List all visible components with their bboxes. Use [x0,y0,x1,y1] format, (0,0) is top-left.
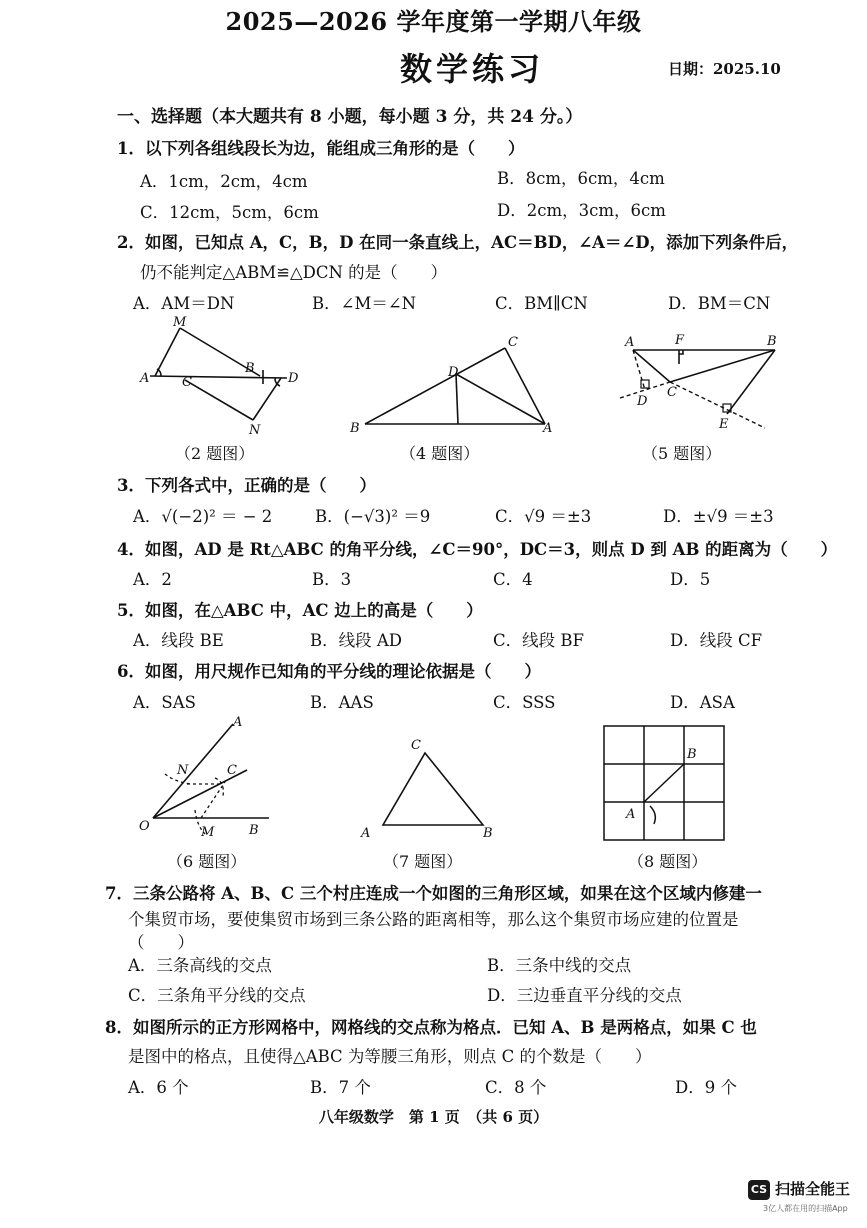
camscanner-name: 扫描全能王 [775,1180,851,1198]
exam-date: 日期：2025.10 [668,60,781,78]
fig4-label-c: C [508,335,518,350]
fig5-caption: （5 题图） [642,444,722,463]
q1-option-a: A．1cm，2cm，4cm [140,172,308,191]
fig4-caption: （4 题图） [400,444,480,463]
q8-option-b: B．7 个 [310,1078,371,1097]
fig5-label-f: F [675,333,685,348]
exam-title: 2025—2026 学年度第一学期八年级 [225,7,642,36]
fig4-label-a: A [543,421,553,436]
fig4-label-b: B [350,421,360,436]
exam-subtitle: 数学练习 [400,50,545,88]
fig6-label-b: B [249,823,259,838]
q7-option-c: C．三条角平分线的交点 [128,986,306,1005]
q4-stem: 4．如图，AD 是 Rt△ABC 的角平分线，∠C＝90°，DC＝3，则点 D 到 AB 的距离为（ ） [117,540,838,559]
figure-q4 [345,330,565,440]
q8-option-a: A．6 个 [128,1078,189,1097]
q4-option-c: C．4 [493,570,533,589]
q7-option-a: A．三条高线的交点 [128,956,272,975]
figure-q5 [615,328,795,438]
q3-option-c: C．√9 ＝±3 [495,507,592,526]
q5-option-b: B．线段 AD [310,631,403,650]
fig8-caption: （8 题图） [628,852,708,871]
fig4-label-d: D [448,365,459,380]
fig5-label-e: E [719,417,729,432]
q4-option-d: D．5 [670,570,711,589]
fig6-caption: （6 题图） [167,852,247,871]
q5-option-d: D．线段 CF [670,631,763,650]
figure-q6 [135,712,285,842]
q6-option-a: A．SAS [133,693,196,712]
q4-option-b: B．3 [312,570,352,589]
q6-option-b: B．AAS [310,693,374,712]
q6-stem: 6．如图，用尺规作已知角的平分线的理论依据是（ ） [117,662,541,681]
fig7-label-b: B [483,826,493,841]
figure-q8 [598,720,733,845]
fig6-label-n: N [177,763,189,778]
q2-stem-line1: 2．如图，已知点 A，C，B，D 在同一条直线上，AC＝BD，∠A＝∠D，添加下列条件后， [117,233,799,252]
q2-option-a: A．AM＝DN [133,294,235,313]
camscanner-logo-icon: CS [748,1180,770,1200]
section-heading: 一、选择题（本大题共有 8 小题，每小题 3 分，共 24 分。） [117,107,583,127]
q6-option-d: D．ASA [670,693,735,712]
q5-option-c: C．线段 BF [493,631,584,650]
fig6-label-m: M [201,825,215,840]
figure-q2 [135,312,315,437]
fig2-label-d: D [288,371,299,386]
fig2-label-m: M [173,315,187,330]
fig5-label-a: A [625,335,635,350]
camscanner-slogan: 3亿人都在用的扫描App [763,1204,848,1213]
fig8-label-b: B [687,747,697,762]
fig7-label-a: A [361,826,371,841]
q1-option-c: C．12cm，5cm，6cm [140,203,319,222]
q8-stem-line1: 8．如图所示的正方形网格中，网格线的交点称为格点．已知 A、B 是两格点，如果 C 也 [105,1018,757,1037]
fig7-caption: （7 题图） [383,852,463,871]
q2-option-b: B．∠M＝∠N [312,294,417,313]
q7-option-b: B．三条中线的交点 [487,956,632,975]
fig5-label-c: C [667,385,677,400]
fig2-label-n: N [249,423,261,437]
q1-option-b: B．8cm，6cm，4cm [497,169,665,188]
q8-stem-line2: 是图中的格点，且使得△ABC 为等腰三角形，则点 C 的个数是（ ） [128,1047,652,1066]
q1-option-d: D．2cm，3cm，6cm [497,201,666,220]
q2-stem-line2: 仍不能判定△ABM≌△DCN 的是（ ） [140,263,448,282]
q3-option-a: A．√(−2)² ＝ − 2 [133,507,273,526]
q1-stem: 1．以下列各组线段长为边，能组成三角形的是（ ） [117,139,525,158]
fig5-label-b: B [767,334,777,349]
q8-option-c: C．8 个 [485,1078,547,1097]
q5-option-a: A．线段 BE [133,631,224,650]
q3-option-b: B．(−√3)² ＝9 [315,507,431,526]
fig2-label-a: A [140,371,150,386]
q7-stem-line1: 7．三条公路将 A、B、C 三个村庄连成一个如图的三角形区域，如果在这个区域内修建一 [105,884,762,903]
figure-q7 [355,735,505,845]
fig2-caption: （2 题图） [175,444,255,463]
q7-stem-line2: 个集贸市场，要使集贸市场到三条公路的距离相等，那么这个集贸市场应建的位置是 [128,910,739,929]
q3-stem: 3．下列各式中，正确的是（ ） [117,476,376,495]
fig6-label-a: A [233,715,243,730]
q4-option-a: A．2 [133,570,172,589]
fig5-label-d: D [637,394,648,409]
q7-option-d: D．三边垂直平分线的交点 [487,986,682,1005]
page-footer: 八年级数学 第 1 页 （共 6 页） [318,1108,549,1126]
fig2-label-c: C [182,375,192,390]
fig2-label-b: B [245,361,255,376]
q6-option-c: C．SSS [493,693,556,712]
q2-option-c: C．BM∥CN [495,294,588,313]
fig8-label-a: A [626,807,636,822]
q8-option-d: D．9 个 [675,1078,737,1097]
q7-stem-line3: （ ） [128,933,194,952]
fig6-label-c: C [227,763,237,778]
q5-stem: 5．如图，在△ABC 中，AC 边上的高是（ ） [117,601,483,620]
q2-option-d: D．BM＝CN [668,294,771,313]
fig7-label-c: C [411,738,421,753]
fig6-label-o: O [139,819,150,834]
q3-option-d: D．±√9 ＝±3 [663,507,774,526]
